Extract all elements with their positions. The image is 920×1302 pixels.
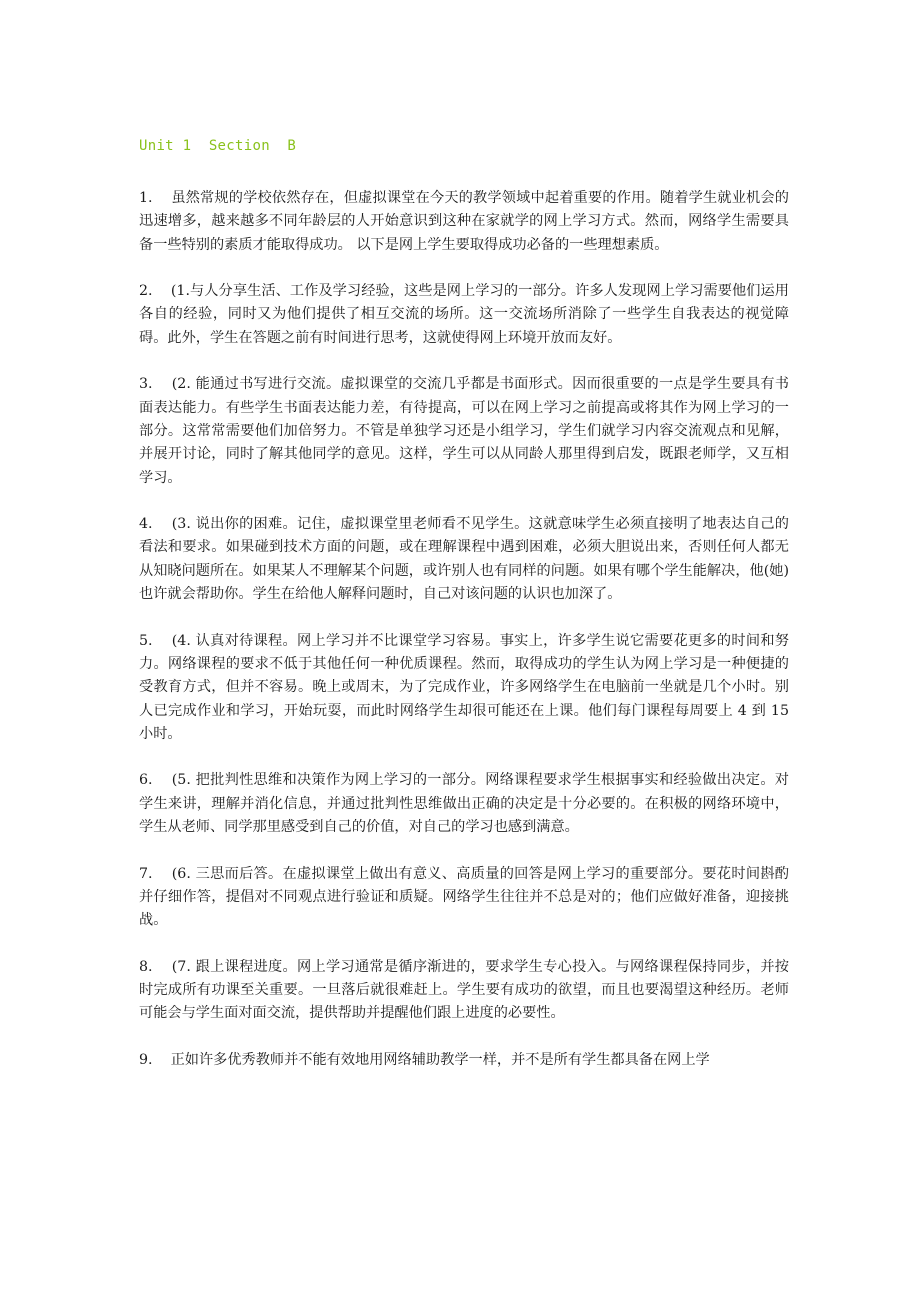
paragraph-1 bbox=[139, 187, 789, 257]
document-body bbox=[139, 187, 794, 1096]
paragraph-5 bbox=[139, 630, 794, 746]
paragraph-number: 7. bbox=[139, 865, 153, 882]
paragraph-8 bbox=[139, 956, 789, 1026]
paragraph-text: (3. 说出你的困难。记住，虚拟课堂里老师看不见学生。这就意味学生必须直接明了地表达自己的看法和要求。如果碰到技术方面的问题，或在理解课程中遇到困难，必须大胆说出来，否则任何人都无从知晓问题所在。如果某人不理解某个问题，或许别人也有同样的问题。如果有哪个学生能解决，他(她)也许就会帮助你。学生在给他人解释问题时，自己对该问题的认识也加深了。 bbox=[139, 516, 789, 603]
paragraph-number: 6. bbox=[139, 772, 153, 789]
paragraph-number: 4. bbox=[139, 516, 153, 533]
section-heading: Unit 1 Section B bbox=[139, 138, 297, 154]
paragraph-text: 正如许多优秀教师并不能有效地用网络辅助教学一样，并不是所有学生都具备在网上学 bbox=[170, 1051, 710, 1068]
paragraph-number: 1. bbox=[139, 190, 153, 206]
paragraph-9 bbox=[139, 1049, 789, 1072]
paragraph-text: (7. 跟上课程进度。网上学习通常是循序渐进的，要求学生专心投入。与网络课程保持同步，并按时完成所有功课至关重要。一旦落后就很难赶上。学生要有成功的欲望，而且也要渴望这种经历。老师可能会与学生面对面交流，提供帮助并提醒他们跟上进度的必要性。 bbox=[139, 958, 789, 1022]
paragraph-text: (6. 三思而后答。在虚拟课堂上做出有意义、高质量的回答是网上学习的重要部分。要花时间斟酌并仔细作答，提倡对不同观点进行验证和质疑。网络学生往往并不总是对的；他们应做好准备，迎接挑战。 bbox=[139, 865, 789, 929]
paragraph-2 bbox=[139, 280, 789, 350]
paragraph-3 bbox=[139, 373, 789, 489]
paragraph-text: (4. 认真对待课程。网上学习并不比课堂学习容易。事实上，许多学生说它需要花更多的时间和努力。网络课程的要求不低于其他任何一种优质课程。然而，取得成功的学生认为网上学习是一种便捷的受教育方式，但并不容易。晚上或周末，为了完成作业，许多网络学生在电脑前一坐就是几个小时。别人已完成作业和学习，开始玩耍，而此时网络学生却很可能还在上课。他们每门课程每周要上 4 到 15 小时。 bbox=[139, 632, 794, 742]
paragraph-number: 3. bbox=[139, 376, 153, 393]
paragraph-number: 2. bbox=[139, 283, 153, 300]
paragraph-number: 5. bbox=[139, 632, 153, 649]
paragraph-text: (2. 能通过书写进行交流。虚拟课堂的交流几乎都是书面形式。因而很重要的一点是学生要具有书面表达能力。有些学生书面表达能力差，有待提高，可以在网上学习之前提高或将其作为网上学习的一部分。这常常需要他们加倍努力。不管是单独学习还是小组学习，学生们就学习内容交流观点和见解，并展开讨论，同时了解其他同学的意见。这样，学生可以从同龄人那里得到启发，既跟老师学，又互相学习。 bbox=[139, 376, 789, 486]
paragraph-text: 虽然常规的学校依然存在，但虚拟课堂在今天的教学领域中起着重要的作用。随着学生就业机会的迅速增多，越来越多不同年龄层的人开始意识到这种在家就学的网上学习方式。然而，网络学生需要具备一些特别的素质才能取得成功。 以下是网上学生要取得成功必备的一些理想素质。 bbox=[139, 190, 789, 253]
paragraph-text: (1.与人分享生活、工作及学习经验，这些是网上学习的一部分。许多人发现网上学习需要他们运用各自的经验，同时又为他们提供了相互交流的场所。这一交流场所消除了一些学生自我表达的视觉障碍。此外，学生在答题之前有时间进行思考，这就使得网上环境开放而友好。 bbox=[139, 283, 789, 346]
paragraph-7 bbox=[139, 863, 789, 933]
paragraph-6 bbox=[139, 769, 789, 839]
paragraph-text: (5. 把批判性思维和决策作为网上学习的一部分。网络课程要求学生根据事实和经验做出决定。对学生来讲，理解并消化信息，并通过批判性思维做出正确的决定是十分必要的。在积极的网络环境中，学生从老师、同学那里感受到自己的价值，对自己的学习也感到满意。 bbox=[139, 772, 789, 836]
paragraph-number: 8. bbox=[139, 958, 153, 975]
paragraph-number: 9. bbox=[139, 1051, 153, 1068]
paragraph-4 bbox=[139, 513, 789, 606]
